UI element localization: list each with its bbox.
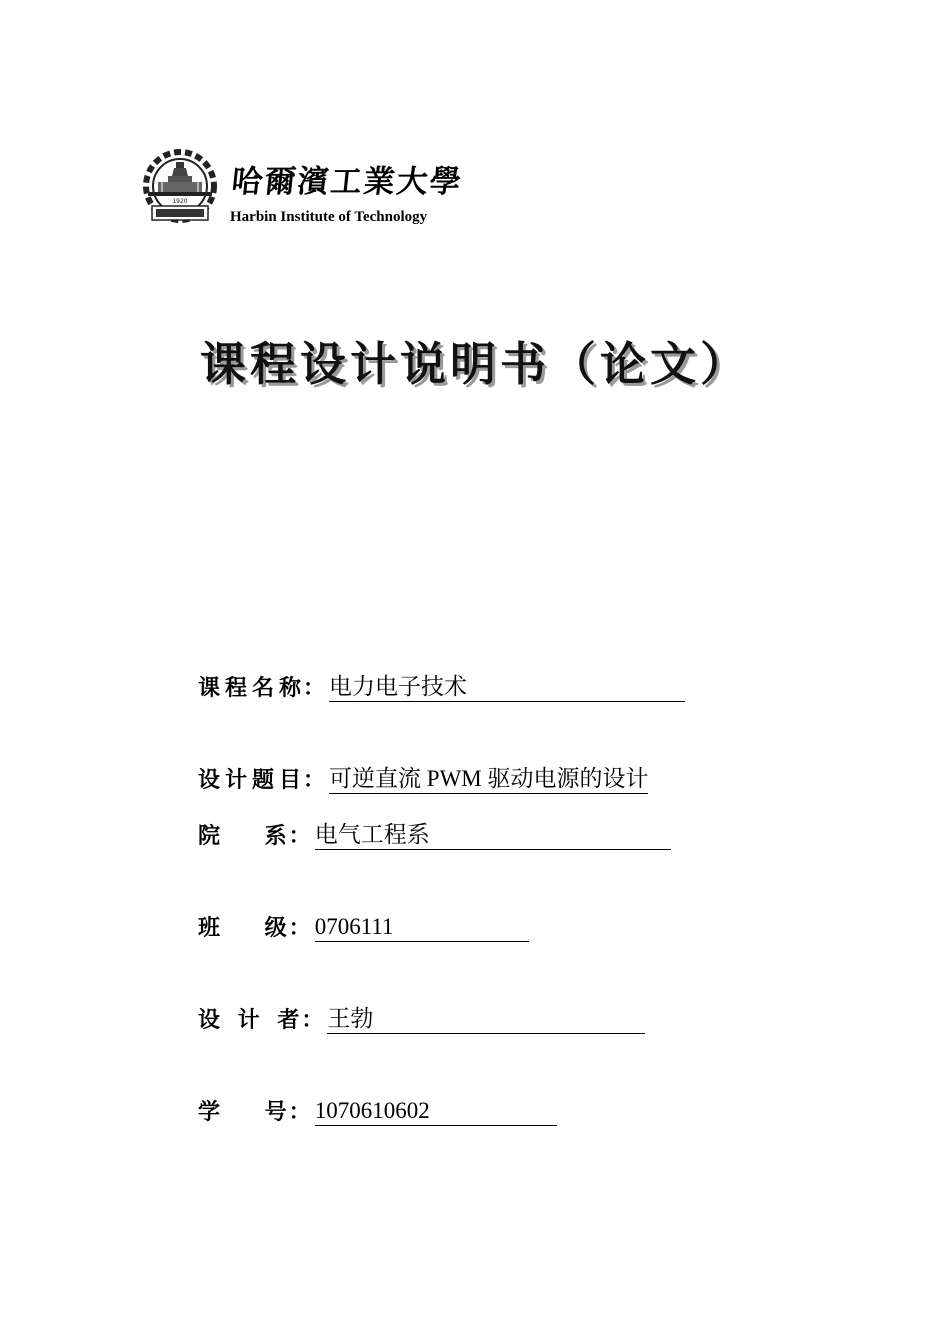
field-colon: ：	[301, 1008, 324, 1033]
field-label: 院 系	[198, 824, 292, 849]
field-colon: ：	[288, 1100, 311, 1125]
university-logo	[138, 148, 468, 230]
field-label: 设 计 者	[198, 1008, 305, 1033]
field-label: 设计题目	[198, 768, 307, 793]
field-class	[198, 908, 529, 942]
field-value: 王勃	[327, 1005, 645, 1034]
field-label: 学 号	[198, 1100, 292, 1125]
field-colon: ：	[288, 824, 311, 849]
field-designer	[198, 1000, 645, 1034]
emblem-year: 1920	[172, 198, 188, 205]
field-course-name	[198, 668, 685, 702]
university-chinese-name: 哈爾濱工業大學	[229, 164, 465, 200]
field-value: 0706111	[315, 913, 529, 942]
university-english-name: Harbin Institute of Technology	[230, 209, 428, 225]
field-value: 可逆直流 PWM 驱动电源的设计	[329, 765, 648, 794]
field-value: 电气工程系	[315, 821, 671, 850]
field-colon: ：	[303, 676, 326, 701]
university-emblem-icon	[138, 148, 222, 228]
field-colon: ：	[303, 768, 326, 793]
field-design-topic	[198, 760, 648, 794]
field-value: 1070610602	[315, 1097, 557, 1126]
field-colon: ：	[288, 916, 311, 941]
field-label: 班 级	[198, 916, 292, 941]
field-value: 电力电子技术	[329, 673, 685, 702]
field-department	[198, 816, 671, 850]
document-title: 课程设计说明书（论文）	[200, 337, 750, 391]
field-label: 课程名称	[198, 676, 307, 701]
field-student-id	[198, 1092, 557, 1126]
